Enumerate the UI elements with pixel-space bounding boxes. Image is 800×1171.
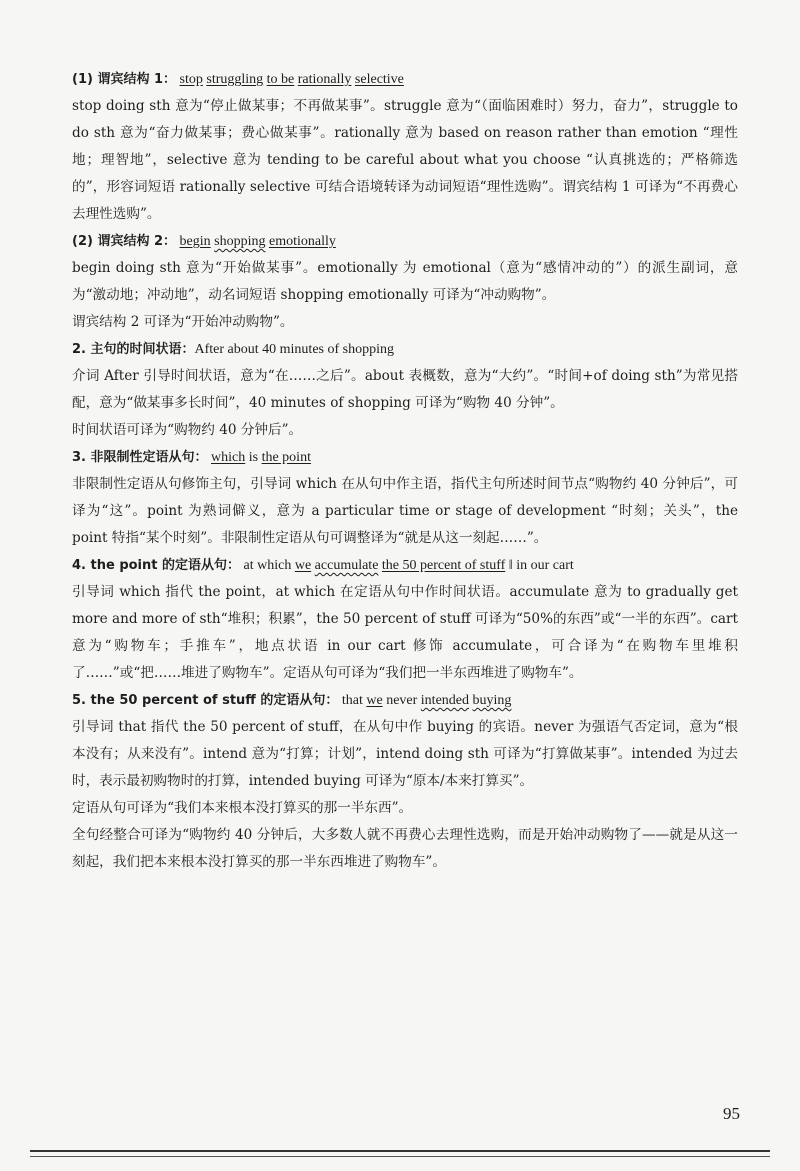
paragraph-2: begin doing sth 意为“开始做某事”。emotionally 为 emotional（意为“感情冲动的”）的派生副词，意为“激动地；冲动地”，动名词短语 shopping emotionally 可译为“冲动购物”。 xyxy=(72,260,738,303)
heading-3 xyxy=(66,444,738,471)
s1-word-stop: stop xyxy=(179,72,203,87)
h4-word-at-which: at which xyxy=(243,558,292,573)
paragraph-10: 全句经整合可译为“购物约 40 分钟后，大多数人就不再费心去理性选购，而是开始冲动购物了——就是从这一刻起，我们把本来根本没打算买的那一半东西堆进了购物车”。 xyxy=(72,827,738,870)
heading-5 xyxy=(66,687,738,714)
section-1-heading xyxy=(66,66,738,93)
document-body xyxy=(66,66,738,876)
heading-4 xyxy=(66,552,738,579)
h4-word-we: we xyxy=(294,558,312,573)
h3-word-is: is xyxy=(248,450,259,465)
heading-2-text: After about 40 minutes of shopping xyxy=(194,342,394,357)
h5-word-that: that xyxy=(341,693,363,708)
s1-word-rationally: rationally xyxy=(297,72,352,87)
h5-word-buying: buying xyxy=(472,693,512,708)
section-2-heading xyxy=(66,228,738,255)
h5-word-never: never xyxy=(386,693,418,708)
heading-2-label: 2. 主句的时间状语： xyxy=(72,342,195,357)
h4-word-stuff: the 50 percent of stuff xyxy=(381,558,506,573)
paragraph-6: 非限制性定语从句修饰主句，引导词 which 在从句中作主语，指代主句所述时间节点“购物约 40 分钟后”，可译为“这”。point 为熟词僻义，意为 a particular time or stage of development “时刻；关头”，the point 特指“某个时刻”。非限制性定语从句可调整译为“就是从这一刻起……”。 xyxy=(72,476,738,546)
paragraph-7: 引导词 which 指代 the point，at which 在定语从句中作时间状语。accumulate 意为 to gradually get more and more of sth“堆积；积累”，the 50 percent of stuff 可译为“50%的东西”或“一半的东西”。cart 意为“购物车；手推车”，地点状语 in our cart 修饰 accumulate，可合译为“在购物车里堆积了……”或“把……堆进了购物车”。定语从句可译为“我们把一半东西堆进了购物车”。 xyxy=(72,584,738,681)
h5-word-intended: intended xyxy=(420,693,470,708)
paragraph-4: 介词 After 引导时间状语，意为“在……之后”。about 表概数，意为“大约”。“时间+of doing sth”为常见搭配，意为“做某事多长时间”，40 minutes of shopping 可译为“购物 40 分钟”。 xyxy=(72,368,738,411)
paragraph-8: 引导词 that 指代 the 50 percent of stuff，在从句中作 buying 的宾语。never 为强语气否定词，意为“根本没有；从来没有”。intend 意为“打算；计划”，intend doing sth 可译为“打算做某事”。intended 为过去时，表示最初购物时的打算，intended buying 可译为“原本/本来打算买”。 xyxy=(72,719,738,789)
h3-word-the-point: the point xyxy=(261,450,311,465)
h4-word-in-our-cart: ‖ in our cart xyxy=(508,558,574,573)
page-number: 95 xyxy=(723,1104,740,1123)
s1-word-selective: selective xyxy=(354,72,404,87)
heading-5-label: 5. the 50 percent of stuff 的定语从句： xyxy=(72,693,339,708)
s1-word-struggling: struggling xyxy=(206,72,264,87)
paragraph-1: stop doing sth 意为“停止做某事；不再做某事”。struggle 意为“（面临困难时）努力，奋力”，struggle to do sth 意为“奋力做某事；费心做某事”。rationally 意为 based on reason rather than emotion “理性地；理智地”，selective 意为 tending to be careful about what you choose “认真挑选的；严格筛选的”，形容词短语 rationally selective 可结合语境转译为动词短语“理性选购”。谓宾结构 1 可译为“不再费心去理性选购”。 xyxy=(72,98,738,222)
heading-4-label: 4. the point 的定语从句： xyxy=(72,558,241,573)
h3-word-which: which xyxy=(211,450,246,465)
section-2-label: (2) 谓宾结构 2： xyxy=(72,234,177,249)
heading-3-label: 3. 非限制性定语从句： xyxy=(72,450,208,465)
footer-rule-thin xyxy=(30,1156,770,1157)
paragraph-3: 谓宾结构 2 可译为“开始冲动购物”。 xyxy=(72,314,294,330)
s2-word-emotionally: emotionally xyxy=(268,234,336,249)
s2-word-shopping: shopping xyxy=(214,234,266,249)
h4-word-accumulate: accumulate xyxy=(314,558,379,573)
footer-rule xyxy=(30,1150,770,1152)
s1-word-to-be: to be xyxy=(266,72,295,87)
s2-word-begin: begin xyxy=(179,234,211,249)
section-1-label: (1) 谓宾结构 1： xyxy=(72,72,177,87)
h5-word-we: we xyxy=(366,693,383,708)
paragraph-9: 定语从句可译为“我们本来根本没打算买的那一半东西”。 xyxy=(72,800,413,816)
paragraph-5: 时间状语可译为“购物约 40 分钟后”。 xyxy=(72,422,303,438)
heading-2 xyxy=(66,336,738,363)
